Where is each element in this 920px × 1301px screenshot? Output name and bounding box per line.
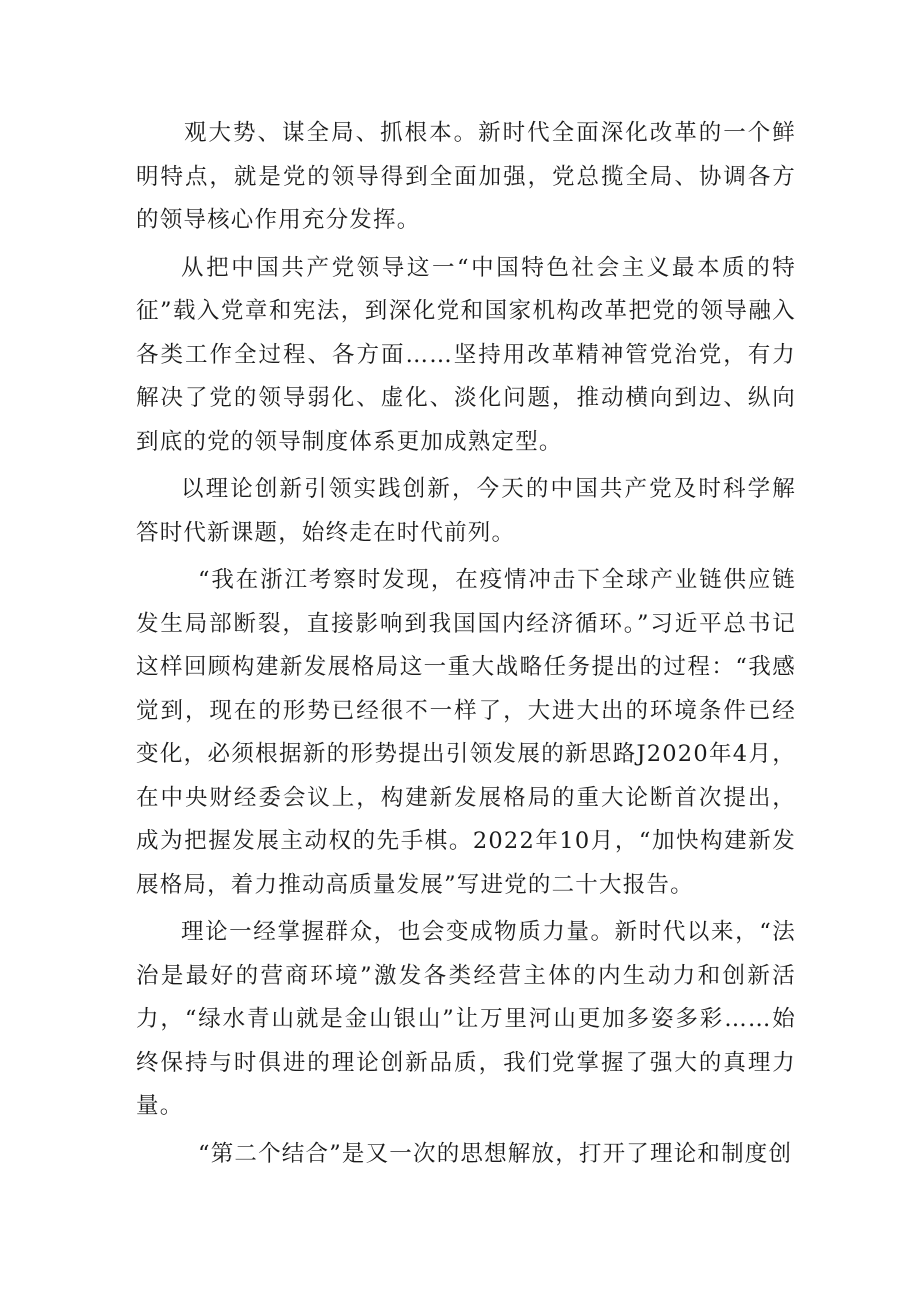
paragraph-1: 观大势、谋全局、抓根本。新时代全面深化改革的一个鲜明特点，就是党的领导得到全面加强，党总揽全局、协调各方的领导核心作用充分发挥。	[136, 120, 796, 233]
paragraph-2: 从把中国共产党领导这一“中国特色社会主义最本质的特征”载入党章和宪法，到深化党和国家机构改革把党的领导融入各类工作全过程、各方面……坚持用改革精神管党治党，有力解决了党的领导弱化、虚化、淡化问题，推动横向到边、纵向到底的党的领导制度体系更加成熟定型。	[136, 254, 796, 455]
paragraph-6: “第二个结合”是又一次的思想解放，打开了理论和制度创	[198, 1140, 793, 1167]
paragraph-5: 理论一经掌握群众，也会变成物质力量。新时代以来，“法治是最好的营商环境”激发各类经营主体的内生动力和创新活力，“绿水青山就是金山银山”让万里河山更加多姿多彩……始终保持与时俱进的理论创新品质，我们党掌握了强大的真理力量。	[136, 919, 796, 1119]
paragraph-3: 以理论创新引领实践创新，今天的中国共产党及时科学解答时代新课题，始终走在时代前列。	[136, 476, 796, 546]
paragraph-4: “我在浙江考察时发现，在疫情冲击下全球产业链供应链发生局部断裂，直接影响到我国国内经济循环。”习近平总书记这样回顾构建新发展格局这一重大战略任务提出的过程：“我感觉到，现在的形势已经很不一样了，大进大出的环境条件已经变化，必须根据新的形势提出引领发展的新思路J2020年4月，在中央财经委会议上，构建新发展格局的重大论断首次提出，成为把握发展主动权的先手棋。2022年10月，“加快构建新发展格局，着力推动高质量发展”写进党的二十大报告。	[136, 567, 796, 898]
document-page	[136, 112, 796, 1180]
